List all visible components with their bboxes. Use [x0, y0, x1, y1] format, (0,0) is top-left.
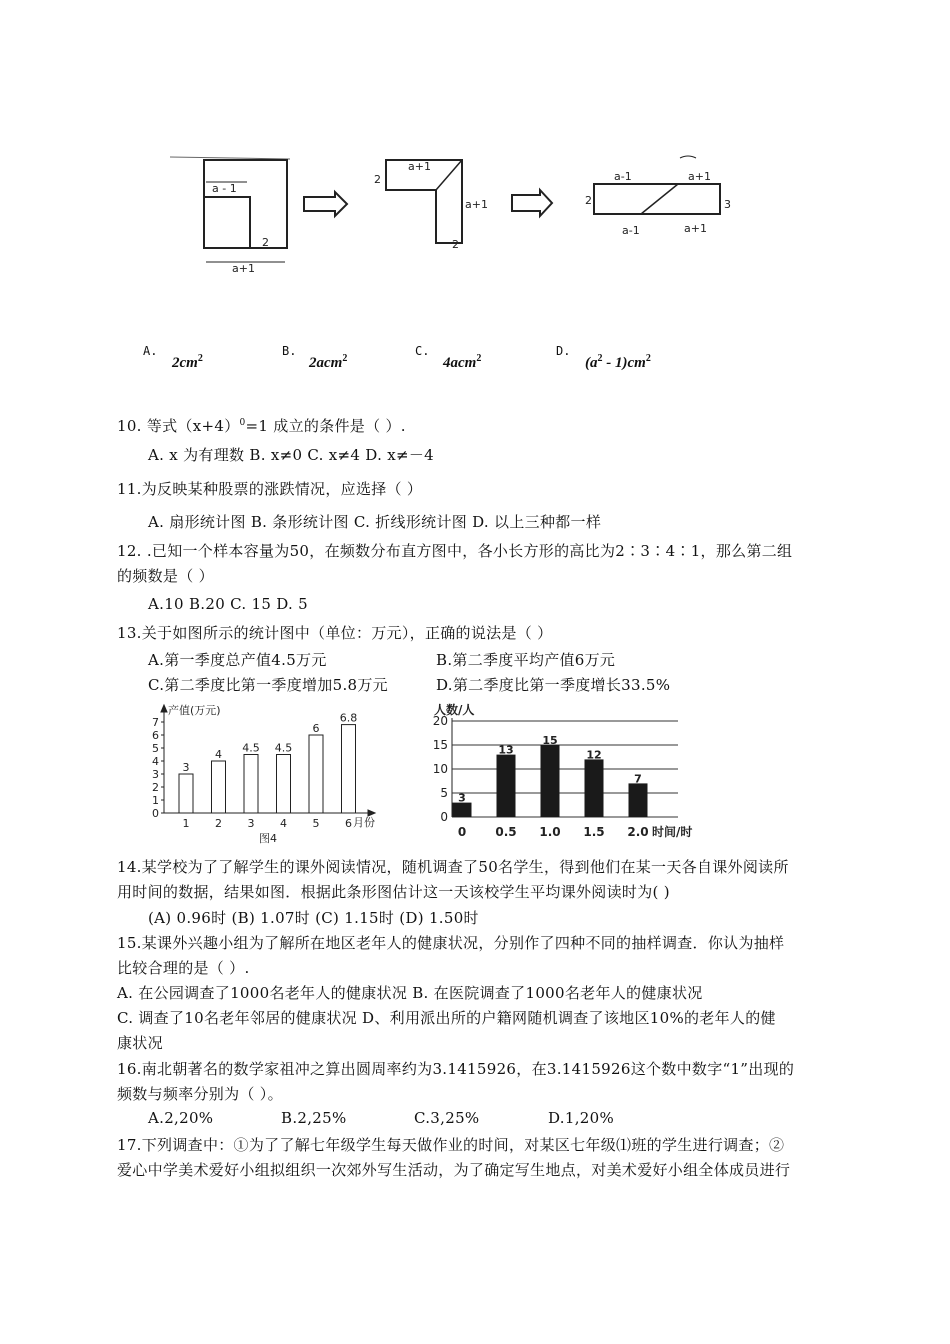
y-axis-label: 人数/人 — [434, 703, 475, 717]
y-tick-label: 4 — [152, 755, 159, 768]
y-tick-label: 5 — [440, 786, 448, 800]
q16-option-a[interactable]: A.2,20% — [148, 1109, 214, 1127]
bar-value-label: 3 — [182, 761, 190, 774]
big-square — [204, 160, 287, 248]
q17-line2: 爱心中学美术爱好小组拟组织一次郊外写生活动，为了确定写生地点，对美术爱好小组全体成员进行 — [117, 1161, 791, 1179]
q14-stem-line2: 用时间的数据，结果如图．根据此条形图估计这一天该校学生平均课外阅读时为( ) — [117, 883, 670, 901]
arrow-1 — [304, 192, 347, 216]
x-tick-label: 0 — [457, 825, 467, 839]
q13-option-c[interactable]: C.第二季度比第一季度增加5.8万元 — [148, 676, 388, 694]
y-tick-label: 7 — [152, 716, 159, 729]
bar — [629, 783, 648, 817]
y-tick-label: 3 — [152, 768, 159, 781]
x-axis-label: 月份 — [353, 816, 375, 829]
arrow-2 — [512, 190, 552, 216]
label-a-plus-1: a+1 — [232, 262, 255, 275]
bar — [497, 755, 516, 817]
x-tick-label: 2 — [215, 817, 222, 830]
q16-option-c[interactable]: C.3,25% — [414, 1109, 480, 1127]
bar — [212, 761, 226, 813]
bar-value-label: 4.5 — [274, 741, 293, 755]
y-tick-label: 10 — [432, 762, 448, 776]
q17-line1: 17.下列调查中：①为了了解七年级学生每天做作业的时间，对某区七年级⑴班的学生进行调查；② — [117, 1136, 785, 1154]
x-tick-label: 5 — [312, 817, 320, 830]
q16-stem-line2: 频数与频率分别为（ ）。 — [117, 1085, 283, 1103]
bar — [585, 759, 604, 817]
y-tick-label: 15 — [432, 738, 448, 752]
q11-stem: 11.为反映某种股票的涨跌情况，应选择（ ） — [117, 480, 423, 498]
q13-option-b[interactable]: B.第二季度平均产值6万元 — [436, 651, 616, 669]
bar-value-label: 13 — [498, 743, 514, 757]
bar-value-label: 15 — [542, 734, 558, 747]
bar-value-label: 6 — [312, 722, 320, 735]
y-tick-label: 2 — [152, 781, 159, 794]
svg-text:a+1: a+1 — [408, 160, 431, 173]
q15-options-line2[interactable]: C. 调查了10名老年邻居的健康状况 D、利用派出所的户籍网随机调查了该地区10%的老年人的健 — [117, 1009, 776, 1027]
y-tick-label: 6 — [152, 729, 159, 742]
bar — [244, 755, 258, 814]
chart-title: 图4 — [259, 832, 277, 845]
q10-stem: 10. 等式$(x+4)^0=1$ 成立的条件是（ ）. — [117, 417, 406, 435]
bar — [309, 735, 323, 813]
svg-text:a+1: a+1 — [465, 198, 488, 211]
bar — [179, 774, 193, 813]
x-tick-label: 1.5 — [583, 825, 605, 839]
x-tick-label: 1 — [182, 817, 190, 830]
y-tick-label: 0 — [152, 807, 159, 820]
x-tick-label: 3 — [247, 817, 255, 830]
bar-value-label: 4 — [215, 748, 222, 761]
bar-chart-output — [142, 702, 382, 852]
x-tick-label: 4 — [280, 817, 287, 830]
y-tick-label: 0 — [440, 810, 448, 824]
bar — [342, 725, 356, 813]
y-tick-label: 5 — [152, 742, 159, 755]
x-tick-label: 0.5 — [495, 825, 517, 839]
bar-value-label: 6.8 — [339, 711, 358, 725]
bar-value-label: 3 — [458, 791, 466, 805]
bar-value-label: 12 — [586, 748, 602, 762]
q16-option-b[interactable]: B.2,25% — [281, 1109, 347, 1127]
svg-text:2: 2 — [585, 194, 592, 207]
svg-text:3: 3 — [724, 198, 731, 211]
x-axis-label: 时间/时 — [652, 825, 693, 839]
bar-value-label: 4.5 — [242, 741, 260, 755]
bar — [277, 755, 291, 814]
rectangle — [594, 184, 720, 214]
q10-options[interactable]: A. x 为有理数 B. x≠0 C. x≠4 D. x≠－4 — [148, 446, 434, 464]
x-tick-label: 6 — [345, 817, 352, 830]
bar-chart-reading-time — [430, 702, 720, 842]
bar-value-label: 7 — [634, 772, 642, 786]
x-tick-label: 1.0 — [539, 825, 561, 839]
svg-text:2: 2 — [452, 238, 459, 251]
y-tick-label: 1 — [152, 794, 159, 807]
q13-option-a[interactable]: A.第一季度总产值4.5万元 — [148, 651, 327, 669]
bar — [453, 803, 472, 817]
svg-text:2: 2 — [374, 173, 381, 186]
q15-stem-line1: 15.某课外兴趣小组为了解所在地区老年人的健康状况，分别作了四种不同的抽样调查．你认为抽样 — [117, 934, 785, 952]
label-a-minus-1: a - 1 — [212, 182, 237, 195]
svg-text:a+1: a+1 — [684, 222, 707, 235]
q14-stem-line1: 14.某学校为了了解学生的课外阅读情况，随机调查了50名学生，得到他们在某一天各自课外阅读所 — [117, 858, 789, 876]
folding-diagram — [0, 0, 950, 300]
bar — [541, 745, 560, 817]
svg-text:2: 2 — [262, 236, 269, 249]
q13-stem: 13.关于如图所示的统计图中（单位：万元），正确的说法是（ ） — [117, 624, 553, 642]
svg-text:a-1: a-1 — [622, 224, 640, 237]
y-tick-label: 20 — [432, 714, 448, 728]
q12-stem-line2: 的频数是（ ） — [117, 567, 214, 585]
q14-options[interactable]: (A) 0.96时 (B) 1.07时 (C) 1.15时 (D) 1.50时 — [148, 909, 479, 927]
y-axis-label: 产值(万元) — [168, 704, 221, 717]
q15-stem-line2: 比较合理的是（ ）. — [117, 959, 250, 977]
q12-stem-line1: 12. .已知一个样本容量为50，在频数分布直方图中，各小长方形的高比为2∶3∶4∶1，那么第二组 — [117, 542, 793, 560]
svg-text:a-1: a-1 — [614, 170, 632, 183]
x-tick-label: 2.0 — [627, 825, 649, 839]
inner-square — [204, 197, 250, 248]
q16-option-d[interactable]: D.1,20% — [548, 1109, 615, 1127]
q16-stem-line1: 16.南北朝著名的数学家祖冲之算出圆周率约为3.1415926，在3.1415926这个数中数字“1”出现的 — [117, 1060, 795, 1078]
svg-text:a+1: a+1 — [688, 170, 711, 183]
q15-options-line1[interactable]: A. 在公园调查了1000名老年人的健康状况 B. 在医院调查了1000名老年人的健康状况 — [117, 984, 703, 1002]
q12-options[interactable]: A.10 B.20 C. 15 D. 5 — [148, 595, 309, 613]
q15-options-line3: 康状况 — [117, 1034, 163, 1052]
q13-option-d[interactable]: D.第二季度比第一季度增长33.5% — [436, 676, 671, 694]
q11-options[interactable]: A. 扇形统计图 B. 条形统计图 C. 折线形统计图 D. 以上三种都一样 — [148, 513, 602, 531]
